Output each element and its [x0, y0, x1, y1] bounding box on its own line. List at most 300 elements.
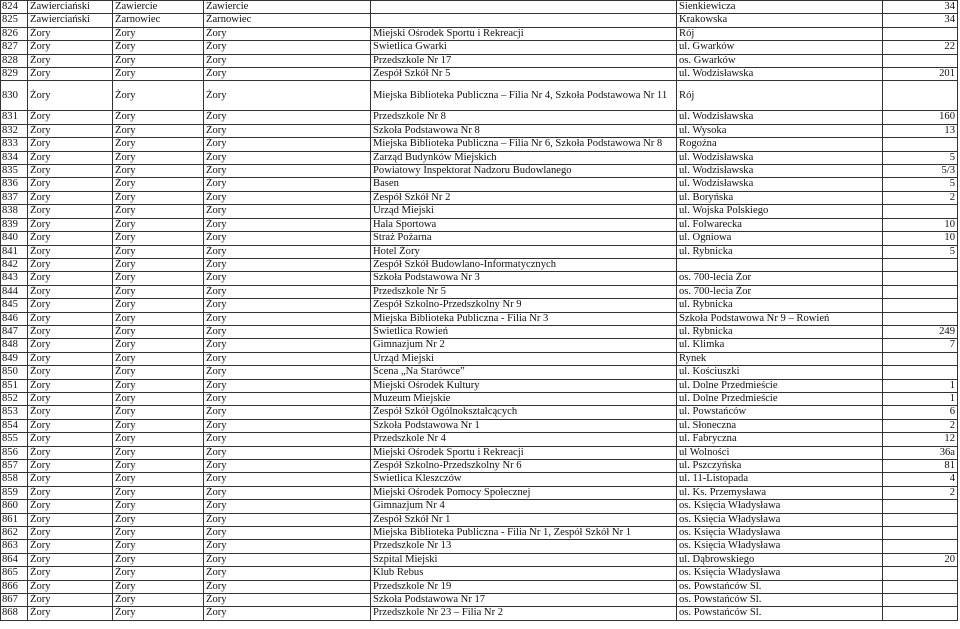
cell-miejscowosc: Żory — [204, 392, 371, 405]
cell-lp: 827 — [1, 41, 28, 54]
cell-miejscowosc: Żory — [204, 312, 371, 325]
cell-gmina: Żory — [113, 419, 204, 432]
cell-gmina: Żarnowiec — [113, 14, 204, 27]
cell-numer: 160 — [883, 111, 958, 124]
cell-lp: 858 — [1, 473, 28, 486]
cell-gmina: Żory — [113, 41, 204, 54]
cell-lp: 857 — [1, 460, 28, 473]
cell-powiat: Żory — [28, 325, 113, 338]
cell-powiat: Żory — [28, 500, 113, 513]
cell-lp: 864 — [1, 553, 28, 566]
cell-ulica: Rój — [677, 27, 883, 40]
cell-nazwa: Świetlica Rowień — [371, 325, 677, 338]
cell-powiat: Żory — [28, 178, 113, 191]
cell-ulica: ul. Dąbrowskiego — [677, 553, 883, 566]
cell-nazwa: Straż Pożarna — [371, 232, 677, 245]
cell-miejscowosc: Żory — [204, 379, 371, 392]
cell-miejscowosc: Żory — [204, 486, 371, 499]
cell-ulica: os. 700-lecia Żor — [677, 272, 883, 285]
table-row — [1, 379, 958, 392]
cell-numer — [883, 205, 958, 218]
table-row — [1, 258, 958, 271]
cell-gmina: Żory — [113, 299, 204, 312]
cell-gmina: Żory — [113, 446, 204, 459]
table-row — [1, 392, 958, 405]
cell-powiat: Żory — [28, 111, 113, 124]
cell-miejscowosc: Żory — [204, 245, 371, 258]
cell-gmina: Żory — [113, 258, 204, 271]
cell-nazwa: Zespół Szkół Ogólnokształcących — [371, 406, 677, 419]
cell-nazwa: Basen — [371, 178, 677, 191]
cell-gmina: Żory — [113, 513, 204, 526]
table-row — [1, 27, 958, 40]
cell-miejscowosc: Żory — [204, 54, 371, 67]
cell-nazwa: Szkoła Podstawowa Nr 3 — [371, 272, 677, 285]
cell-gmina: Żory — [113, 379, 204, 392]
cell-nazwa: Zespół Szkolno-Przedszkolny Nr 9 — [371, 299, 677, 312]
table-row — [1, 312, 958, 325]
cell-numer: 10 — [883, 232, 958, 245]
cell-gmina: Żory — [113, 138, 204, 151]
table-row — [1, 111, 958, 124]
cell-numer: 34 — [883, 1, 958, 14]
cell-powiat: Żory — [28, 299, 113, 312]
cell-miejscowosc: Żory — [204, 299, 371, 312]
cell-gmina: Żory — [113, 111, 204, 124]
cell-powiat: Żory — [28, 379, 113, 392]
cell-ulica: ul. Folwarecka — [677, 218, 883, 231]
cell-lp: 866 — [1, 580, 28, 593]
cell-numer: 36a — [883, 446, 958, 459]
cell-powiat: Żory — [28, 433, 113, 446]
cell-ulica: ul. Powstańców — [677, 406, 883, 419]
cell-numer — [883, 366, 958, 379]
cell-lp: 836 — [1, 178, 28, 191]
cell-nazwa: Przedszkole Nr 19 — [371, 580, 677, 593]
cell-nazwa: Miejski Ośrodek Kultury — [371, 379, 677, 392]
table-row — [1, 54, 958, 67]
cell-gmina: Żory — [113, 553, 204, 566]
cell-numer: 20 — [883, 553, 958, 566]
cell-numer — [883, 594, 958, 607]
cell-miejscowosc: Żory — [204, 138, 371, 151]
cell-gmina: Żory — [113, 285, 204, 298]
cell-numer: 1 — [883, 379, 958, 392]
cell-lp: 832 — [1, 124, 28, 137]
cell-numer: 81 — [883, 460, 958, 473]
cell-gmina: Żory — [113, 540, 204, 553]
cell-nazwa: Miejska Biblioteka Publiczna - Filia Nr 3 — [371, 312, 677, 325]
cell-nazwa: Szkoła Podstawowa Nr 8 — [371, 124, 677, 137]
cell-miejscowosc: Żory — [204, 540, 371, 553]
cell-nazwa: Powiatowy Inspektorat Nadzoru Budowlanego — [371, 165, 677, 178]
cell-ulica: os. 700-lecia Żor — [677, 285, 883, 298]
cell-miejscowosc: Żarnowiec — [204, 14, 371, 27]
cell-gmina: Żory — [113, 178, 204, 191]
cell-miejscowosc: Żory — [204, 205, 371, 218]
cell-miejscowosc: Żory — [204, 473, 371, 486]
cell-powiat: Żory — [28, 138, 113, 151]
table-row — [1, 178, 958, 191]
cell-ulica: ul. Wodzisławska — [677, 68, 883, 81]
cell-lp: 846 — [1, 312, 28, 325]
table-row — [1, 594, 958, 607]
cell-ulica: Sienkiewicza — [677, 1, 883, 14]
cell-ulica: os. Księcia Władysława — [677, 527, 883, 540]
cell-ulica: os. Powstańców Śl. — [677, 580, 883, 593]
cell-ulica: Krakowska — [677, 14, 883, 27]
cell-lp: 828 — [1, 54, 28, 67]
table-row — [1, 527, 958, 540]
table-row — [1, 41, 958, 54]
table-row — [1, 191, 958, 204]
cell-powiat: Żory — [28, 366, 113, 379]
cell-numer — [883, 567, 958, 580]
cell-ulica: ul. Wysoka — [677, 124, 883, 137]
cell-miejscowosc: Żory — [204, 339, 371, 352]
cell-numer: 201 — [883, 68, 958, 81]
cell-lp: 829 — [1, 68, 28, 81]
cell-miejscowosc: Żory — [204, 81, 371, 111]
cell-powiat: Zawierciański — [28, 1, 113, 14]
cell-gmina: Żory — [113, 607, 204, 620]
cell-numer: 1 — [883, 392, 958, 405]
cell-gmina: Żory — [113, 580, 204, 593]
cell-nazwa: Miejska Biblioteka Publiczna – Filia Nr 4, Szkoła Podstawowa Nr 11 — [371, 81, 677, 111]
cell-nazwa: Klub Rebus — [371, 567, 677, 580]
cell-ulica: ul. Fabryczna — [677, 433, 883, 446]
cell-nazwa: Przedszkole Nr 17 — [371, 54, 677, 67]
cell-numer: 34 — [883, 14, 958, 27]
cell-ulica: ul. Wojska Polskiego — [677, 205, 883, 218]
cell-ulica: ul. Wodzisławska — [677, 178, 883, 191]
cell-gmina: Żory — [113, 567, 204, 580]
cell-gmina: Żory — [113, 594, 204, 607]
cell-gmina: Zawiercie — [113, 1, 204, 14]
cell-gmina: Żory — [113, 124, 204, 137]
cell-gmina: Żory — [113, 54, 204, 67]
cell-powiat: Żory — [28, 312, 113, 325]
cell-numer — [883, 27, 958, 40]
cell-numer — [883, 352, 958, 365]
cell-nazwa: Przedszkole Nr 8 — [371, 111, 677, 124]
cell-gmina: Żory — [113, 433, 204, 446]
cell-gmina: Żory — [113, 500, 204, 513]
cell-ulica: ul. 11-Listopada — [677, 473, 883, 486]
cell-ulica: ul. Wodzisławska — [677, 151, 883, 164]
cell-lp: 848 — [1, 339, 28, 352]
cell-miejscowosc: Żory — [204, 433, 371, 446]
cell-lp: 839 — [1, 218, 28, 231]
cell-nazwa: Miejska Biblioteka Publiczna – Filia Nr 6, Szkoła Podstawowa Nr 8 — [371, 138, 677, 151]
cell-ulica: os. Gwarków — [677, 54, 883, 67]
cell-powiat: Żory — [28, 594, 113, 607]
cell-lp: 842 — [1, 258, 28, 271]
cell-gmina: Żory — [113, 272, 204, 285]
cell-lp: 831 — [1, 111, 28, 124]
cell-nazwa: Świetlica Kleszczów — [371, 473, 677, 486]
cell-powiat: Żory — [28, 165, 113, 178]
cell-powiat: Żory — [28, 258, 113, 271]
cell-ulica: os. Powstańców Śl. — [677, 607, 883, 620]
table-row — [1, 446, 958, 459]
cell-lp: 840 — [1, 232, 28, 245]
cell-ulica: os. Księcia Władysława — [677, 513, 883, 526]
cell-nazwa: Zarząd Budynków Miejskich — [371, 151, 677, 164]
cell-miejscowosc: Żory — [204, 594, 371, 607]
cell-gmina: Żory — [113, 27, 204, 40]
cell-nazwa: Zespół Szkół Budowlano-Informatycznych — [371, 258, 677, 271]
cell-gmina: Żory — [113, 392, 204, 405]
table-row — [1, 138, 958, 151]
cell-miejscowosc: Żory — [204, 366, 371, 379]
cell-miejscowosc: Żory — [204, 460, 371, 473]
cell-powiat: Żory — [28, 392, 113, 405]
cell-miejscowosc: Żory — [204, 218, 371, 231]
table-row — [1, 165, 958, 178]
cell-gmina: Żory — [113, 460, 204, 473]
cell-nazwa: Zespół Szkół Nr 1 — [371, 513, 677, 526]
cell-ulica: os. Księcia Władysława — [677, 567, 883, 580]
cell-ulica: ul. Gwarków — [677, 41, 883, 54]
cell-gmina: Żory — [113, 406, 204, 419]
cell-numer: 7 — [883, 339, 958, 352]
cell-nazwa: Gimnazjum Nr 2 — [371, 339, 677, 352]
cell-numer: 2 — [883, 191, 958, 204]
cell-miejscowosc: Żory — [204, 165, 371, 178]
cell-miejscowosc: Żory — [204, 419, 371, 432]
cell-ulica: ul. Dolne Przedmieście — [677, 379, 883, 392]
cell-ulica: ul. Wodzisławska — [677, 111, 883, 124]
cell-lp: 865 — [1, 567, 28, 580]
cell-miejscowosc: Żory — [204, 553, 371, 566]
cell-nazwa: Hala Sportowa — [371, 218, 677, 231]
table-row — [1, 14, 958, 27]
cell-gmina: Żory — [113, 366, 204, 379]
cell-powiat: Żory — [28, 473, 113, 486]
cell-ulica: ul. Wodzisławska — [677, 165, 883, 178]
cell-numer: 13 — [883, 124, 958, 137]
cell-gmina: Żory — [113, 486, 204, 499]
cell-gmina: Żory — [113, 352, 204, 365]
cell-ulica: ul. Dolne Przedmieście — [677, 392, 883, 405]
cell-miejscowosc: Zawiercie — [204, 1, 371, 14]
cell-ulica: ul. Ks. Przemysława — [677, 486, 883, 499]
cell-numer — [883, 285, 958, 298]
table-row — [1, 580, 958, 593]
cell-lp: 855 — [1, 433, 28, 446]
cell-nazwa: Miejski Ośrodek Sportu i Rekreacji — [371, 446, 677, 459]
table-row — [1, 406, 958, 419]
cell-ulica: ul. Ogniowa — [677, 232, 883, 245]
table-row — [1, 473, 958, 486]
cell-powiat: Żory — [28, 339, 113, 352]
table-row — [1, 540, 958, 553]
cell-nazwa: Miejska Biblioteka Publiczna - Filia Nr 1, Zespół Szkół Nr 1 — [371, 527, 677, 540]
cell-numer — [883, 513, 958, 526]
cell-miejscowosc: Żory — [204, 500, 371, 513]
cell-ulica: ul. Kościuszki — [677, 366, 883, 379]
cell-miejscowosc: Żory — [204, 27, 371, 40]
cell-nazwa: Przedszkole Nr 23 – Filia Nr 2 — [371, 607, 677, 620]
cell-powiat: Żory — [28, 540, 113, 553]
cell-powiat: Żory — [28, 205, 113, 218]
cell-gmina: Żory — [113, 68, 204, 81]
cell-lp: 852 — [1, 392, 28, 405]
table-row — [1, 567, 958, 580]
cell-numer: 10 — [883, 218, 958, 231]
cell-powiat: Żory — [28, 124, 113, 137]
cell-powiat: Żory — [28, 352, 113, 365]
cell-powiat: Żory — [28, 191, 113, 204]
cell-numer — [883, 607, 958, 620]
cell-powiat: Żory — [28, 419, 113, 432]
cell-gmina: Żory — [113, 191, 204, 204]
cell-nazwa: Urząd Miejski — [371, 205, 677, 218]
cell-numer: 5 — [883, 178, 958, 191]
table-row — [1, 500, 958, 513]
cell-gmina: Żory — [113, 232, 204, 245]
cell-nazwa: Hotel Żory — [371, 245, 677, 258]
cell-lp: 862 — [1, 527, 28, 540]
cell-nazwa: Muzeum Miejskie — [371, 392, 677, 405]
cell-lp: 844 — [1, 285, 28, 298]
cell-lp: 830 — [1, 81, 28, 111]
cell-nazwa: Zespół Szkół Nr 2 — [371, 191, 677, 204]
cell-lp: 853 — [1, 406, 28, 419]
cell-lp: 843 — [1, 272, 28, 285]
cell-numer — [883, 580, 958, 593]
cell-miejscowosc: Żory — [204, 325, 371, 338]
cell-numer — [883, 500, 958, 513]
cell-lp: 849 — [1, 352, 28, 365]
cell-lp: 861 — [1, 513, 28, 526]
table-row — [1, 460, 958, 473]
cell-numer — [883, 272, 958, 285]
cell-nazwa: Gimnazjum Nr 4 — [371, 500, 677, 513]
cell-ulica: ul. Rybnicka — [677, 325, 883, 338]
cell-powiat: Żory — [28, 513, 113, 526]
cell-numer — [883, 540, 958, 553]
cell-lp: 838 — [1, 205, 28, 218]
cell-powiat: Żory — [28, 460, 113, 473]
cell-ulica: ul Wolności — [677, 446, 883, 459]
cell-numer: 5 — [883, 245, 958, 258]
cell-powiat: Żory — [28, 41, 113, 54]
cell-lp: 850 — [1, 366, 28, 379]
cell-nazwa: Szpital Miejski — [371, 553, 677, 566]
cell-ulica: ul. Klimka — [677, 339, 883, 352]
cell-numer: 249 — [883, 325, 958, 338]
cell-gmina: Żory — [113, 527, 204, 540]
table-row — [1, 81, 958, 111]
cell-lp: 824 — [1, 1, 28, 14]
table-row — [1, 245, 958, 258]
cell-lp: 863 — [1, 540, 28, 553]
cell-nazwa — [371, 14, 677, 27]
table-row — [1, 339, 958, 352]
cell-miejscowosc: Żory — [204, 527, 371, 540]
cell-ulica: Szkoła Podstawowa Nr 9 – Rowień — [677, 312, 883, 325]
cell-numer: 22 — [883, 41, 958, 54]
table-row — [1, 272, 958, 285]
table-row — [1, 151, 958, 164]
table-row — [1, 205, 958, 218]
cell-miejscowosc: Żory — [204, 513, 371, 526]
cell-ulica: ul. Boryńska — [677, 191, 883, 204]
cell-ulica: ul. Słoneczna — [677, 419, 883, 432]
table-row — [1, 553, 958, 566]
cell-powiat: Żory — [28, 486, 113, 499]
cell-nazwa: Świetlica Gwarki — [371, 41, 677, 54]
cell-gmina: Żory — [113, 81, 204, 111]
cell-nazwa: Scena „Na Starówce” — [371, 366, 677, 379]
cell-powiat: Żory — [28, 232, 113, 245]
table-row — [1, 419, 958, 432]
cell-miejscowosc: Żory — [204, 446, 371, 459]
table-row — [1, 325, 958, 338]
cell-gmina: Żory — [113, 151, 204, 164]
cell-powiat: Żory — [28, 580, 113, 593]
cell-lp: 834 — [1, 151, 28, 164]
table-row — [1, 218, 958, 231]
cell-ulica: os. Księcia Władysława — [677, 540, 883, 553]
cell-lp: 860 — [1, 500, 28, 513]
cell-gmina: Żory — [113, 218, 204, 231]
cell-ulica: Rój — [677, 81, 883, 111]
table-row — [1, 486, 958, 499]
cell-miejscowosc: Żory — [204, 272, 371, 285]
cell-gmina: Żory — [113, 339, 204, 352]
cell-lp: 854 — [1, 419, 28, 432]
cell-powiat: Żory — [28, 553, 113, 566]
cell-numer: 4 — [883, 473, 958, 486]
cell-miejscowosc: Żory — [204, 258, 371, 271]
cell-numer — [883, 81, 958, 111]
cell-numer: 12 — [883, 433, 958, 446]
cell-lp: 837 — [1, 191, 28, 204]
table-body — [1, 1, 958, 621]
table-row — [1, 68, 958, 81]
table-row — [1, 124, 958, 137]
cell-gmina: Żory — [113, 245, 204, 258]
cell-powiat: Zawierciański — [28, 14, 113, 27]
cell-lp: 868 — [1, 607, 28, 620]
cell-lp: 845 — [1, 299, 28, 312]
cell-numer: 2 — [883, 486, 958, 499]
table-row — [1, 607, 958, 620]
cell-miejscowosc: Żory — [204, 111, 371, 124]
cell-numer: 2 — [883, 419, 958, 432]
cell-powiat: Żory — [28, 54, 113, 67]
cell-nazwa: Zespół Szkolno-Przedszkolny Nr 6 — [371, 460, 677, 473]
cell-miejscowosc: Żory — [204, 151, 371, 164]
cell-miejscowosc: Żory — [204, 191, 371, 204]
cell-numer — [883, 299, 958, 312]
cell-nazwa — [371, 1, 677, 14]
cell-lp: 825 — [1, 14, 28, 27]
cell-numer: 5/3 — [883, 165, 958, 178]
cell-numer — [883, 527, 958, 540]
cell-nazwa: Przedszkole Nr 13 — [371, 540, 677, 553]
cell-nazwa: Miejski Ośrodek Pomocy Społecznej — [371, 486, 677, 499]
cell-miejscowosc: Żory — [204, 352, 371, 365]
cell-powiat: Żory — [28, 607, 113, 620]
table-row — [1, 366, 958, 379]
cell-miejscowosc: Żory — [204, 68, 371, 81]
cell-ulica: ul. Rybnicka — [677, 299, 883, 312]
cell-ulica: ul. Pszczyńska — [677, 460, 883, 473]
